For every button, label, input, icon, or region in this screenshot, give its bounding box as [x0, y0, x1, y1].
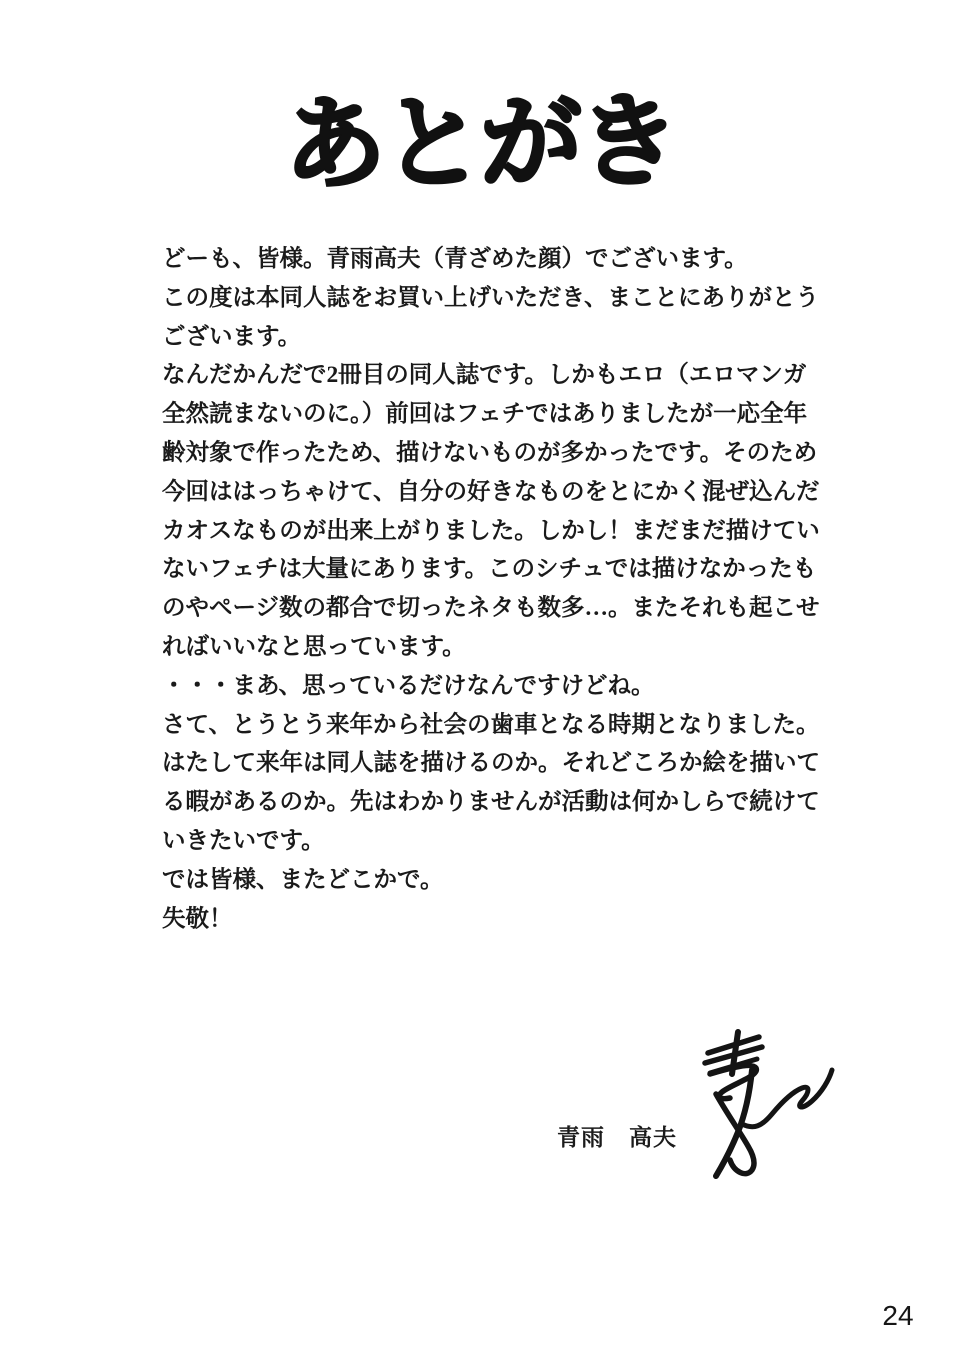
text-line: さて、とうとう来年から社会の歯車となる時期となりました。: [162, 711, 820, 738]
text-line: 全然読まないのに。）前回はフェチではありましたが一応全年: [162, 401, 808, 428]
text-line: 今回ははっちゃけて、自分の好きなものをとにかく混ぜ込んだ: [162, 478, 820, 505]
text-line: では皆様、またどこかで。: [162, 866, 444, 893]
text-line: ・・・まあ、思っているだけなんですけどね。: [162, 672, 655, 699]
text-line: る暇があるのか。先はわかりませんが活動は何かしらで続けて: [162, 789, 820, 816]
author-signature-handwriting-icon: [696, 1028, 838, 1190]
text-line: 齢対象で作ったため、描けないものが多かったです。そのため: [162, 439, 818, 466]
page-title: あとがき: [283, 82, 677, 205]
text-line: どーも、皆様。青雨高夫（青ざめた顔）でございます。: [162, 246, 748, 272]
text-line: カオスなものが出来上がりました。しかし！まだまだ描けてい: [162, 517, 820, 544]
author-name: 青雨 高夫: [557, 1125, 677, 1151]
text-line: いきたいです。: [162, 827, 325, 854]
text-line: はたして来年は同人誌を描けるのか。それどころか絵を描いて: [162, 750, 820, 777]
text-line: 失敬！: [162, 905, 233, 932]
text-line: ございます。: [162, 323, 302, 350]
text-line: この度は本同人誌をお買い上げいただき、まことにありがとう: [162, 284, 820, 311]
page-number: 24: [882, 1300, 914, 1331]
signature-block: [0, 1020, 960, 1220]
text-line: のやページ数の都合で切ったネタも数多…。またそれも起こせ: [162, 595, 820, 622]
text-line: ればいいなと思っています。: [162, 633, 466, 660]
text-line: なんだかんだで2冊目の同人誌です。しかもエロ（エロマンガ: [162, 362, 807, 389]
afterword-text: [162, 240, 822, 938]
text-line: ないフェチは大量にあります。このシチュでは描けなかったも: [162, 556, 817, 583]
